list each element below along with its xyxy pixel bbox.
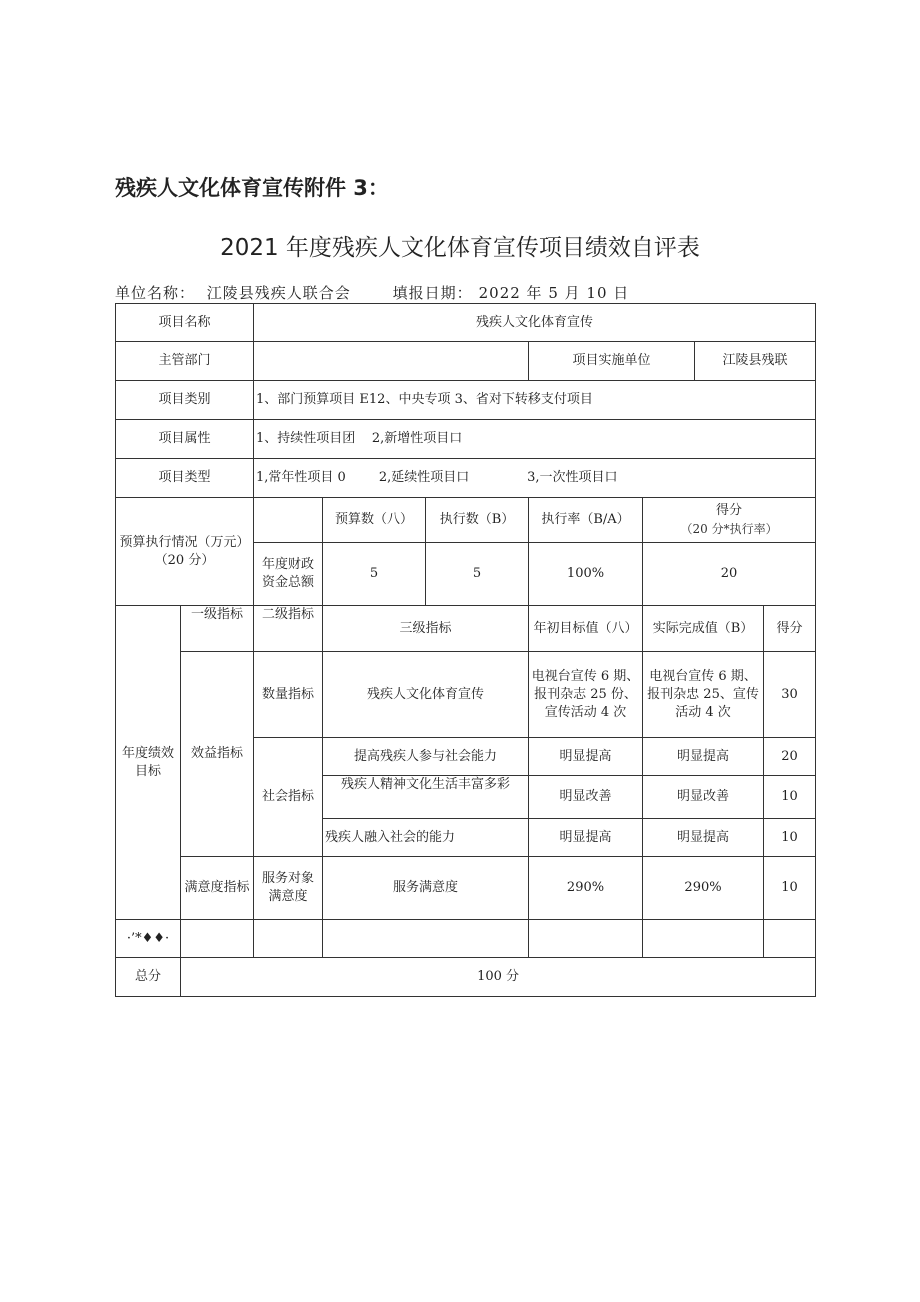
empty-cell [323, 920, 529, 958]
social-score-2: 10 [764, 776, 816, 819]
dept-value [254, 342, 529, 381]
score-col-title: 得分 [716, 503, 743, 518]
service-score: 10 [764, 857, 816, 920]
unit-date-line [115, 282, 635, 303]
social-actual-1: 明显提高 [643, 738, 764, 776]
table-row [116, 304, 816, 342]
level3-header: 三级指标 [323, 606, 529, 652]
budget-section-label: 预算执行情况（万元）（20 分） [116, 498, 254, 606]
self-evaluation-table [115, 303, 816, 997]
score-col-note: （20 分*执行率） [680, 522, 778, 536]
impl-unit-label: 项目实施单位 [529, 342, 695, 381]
quantity-target: 电视台宣传 6 期、报刊杂志 25 份、宣传活动 4 次 [529, 652, 643, 738]
unit-value: 江陵县残疾人联合会 [206, 284, 351, 302]
social-score-3: 10 [764, 819, 816, 857]
service-actual: 290% [643, 857, 764, 920]
actual-header: 实际完成值（B） [643, 606, 764, 652]
table-row [116, 920, 816, 958]
empty-cell [254, 920, 323, 958]
social-item-1: 提高残疾人参与社会能力 [323, 738, 529, 776]
social-target-2: 明显改善 [529, 776, 643, 819]
level2-header: 二级指标 [254, 606, 323, 652]
total-value: 100 分 [181, 958, 816, 997]
level1-header: 一级指标 [181, 606, 254, 652]
rate-value: 100% [529, 543, 643, 606]
table-row [116, 381, 816, 420]
benefit-indicator-label: 效益指标 [181, 652, 254, 857]
social-target-3: 明显提高 [529, 819, 643, 857]
project-name-label: 项目名称 [116, 304, 254, 342]
empty-cell [764, 920, 816, 958]
social-item-2: 残疾人精神文化生活丰富多彩 [323, 776, 529, 819]
budget-blank-header [254, 498, 323, 543]
service-item: 服务满意度 [323, 857, 529, 920]
fiscal-total-label: 年度财政资金总额 [254, 543, 323, 606]
social-item-3: 残疾人融入社会的能力 [323, 819, 529, 857]
table-row [116, 857, 816, 920]
score-header: 得分 [764, 606, 816, 652]
attribute-value: 1、持续性项目团 2,新增性项目口 [254, 420, 816, 459]
date-value: 2022 年 5 月 10 日 [478, 284, 630, 302]
budget-score-value: 20 [643, 543, 816, 606]
type-value: 1,常年性项目 0 2,延续性项目口 3,一次性项目口 [254, 459, 816, 498]
empty-cell [181, 920, 254, 958]
exec-col-header: 执行数（B） [426, 498, 529, 543]
attribute-label: 项目属性 [116, 420, 254, 459]
social-actual-2: 明显改善 [643, 776, 764, 819]
table-row [116, 606, 816, 652]
social-target-1: 明显提高 [529, 738, 643, 776]
table-row [116, 459, 816, 498]
quantity-score: 30 [764, 652, 816, 738]
table-row [116, 958, 816, 997]
rate-col-header: 执行率（B/A） [529, 498, 643, 543]
table-row [116, 420, 816, 459]
social-indicator-label: 社会指标 [254, 738, 323, 857]
category-value: 1、部门预算项目 E12、中央专项 3、省对下转移支付项目 [254, 381, 816, 420]
project-name-value: 残疾人文化体育宣传 [254, 304, 816, 342]
attachment-title: 残疾人文化体育宣传附件 3： [115, 176, 389, 200]
impl-unit-value: 江陵县残联 [695, 342, 816, 381]
page-title: 2021 年度残疾人文化体育宣传项目绩效自评表 [220, 235, 700, 261]
category-label: 项目类别 [116, 381, 254, 420]
table-row [116, 498, 816, 543]
satisfaction-indicator-label: 满意度指标 [181, 857, 254, 920]
dept-label: 主管部门 [116, 342, 254, 381]
quantity-item: 残疾人文化体育宣传 [323, 652, 529, 738]
unit-label: 单位名称： [115, 284, 196, 302]
table-row [116, 342, 816, 381]
quantity-actual: 电视台宣传 6 期、报刊杂忠 25、宣传活动 4 次 [643, 652, 764, 738]
table-row [116, 652, 816, 738]
service-target-label: 服务对象满意度 [254, 857, 323, 920]
type-label: 项目类型 [116, 459, 254, 498]
misc-row-label: ·’*♦♦· [116, 920, 181, 958]
service-target: 290% [529, 857, 643, 920]
quantity-indicator-label: 数量指标 [254, 652, 323, 738]
budget-col-header: 预算数（八） [323, 498, 426, 543]
social-actual-3: 明显提高 [643, 819, 764, 857]
empty-cell [643, 920, 764, 958]
annual-target-label: 年度绩效目标 [116, 606, 181, 920]
social-score-1: 20 [764, 738, 816, 776]
empty-cell [529, 920, 643, 958]
date-label: 填报日期： [392, 284, 473, 302]
target-header: 年初目标值（八） [529, 606, 643, 652]
total-label: 总分 [116, 958, 181, 997]
exec-value: 5 [426, 543, 529, 606]
budget-value: 5 [323, 543, 426, 606]
score-col-header [643, 498, 816, 543]
